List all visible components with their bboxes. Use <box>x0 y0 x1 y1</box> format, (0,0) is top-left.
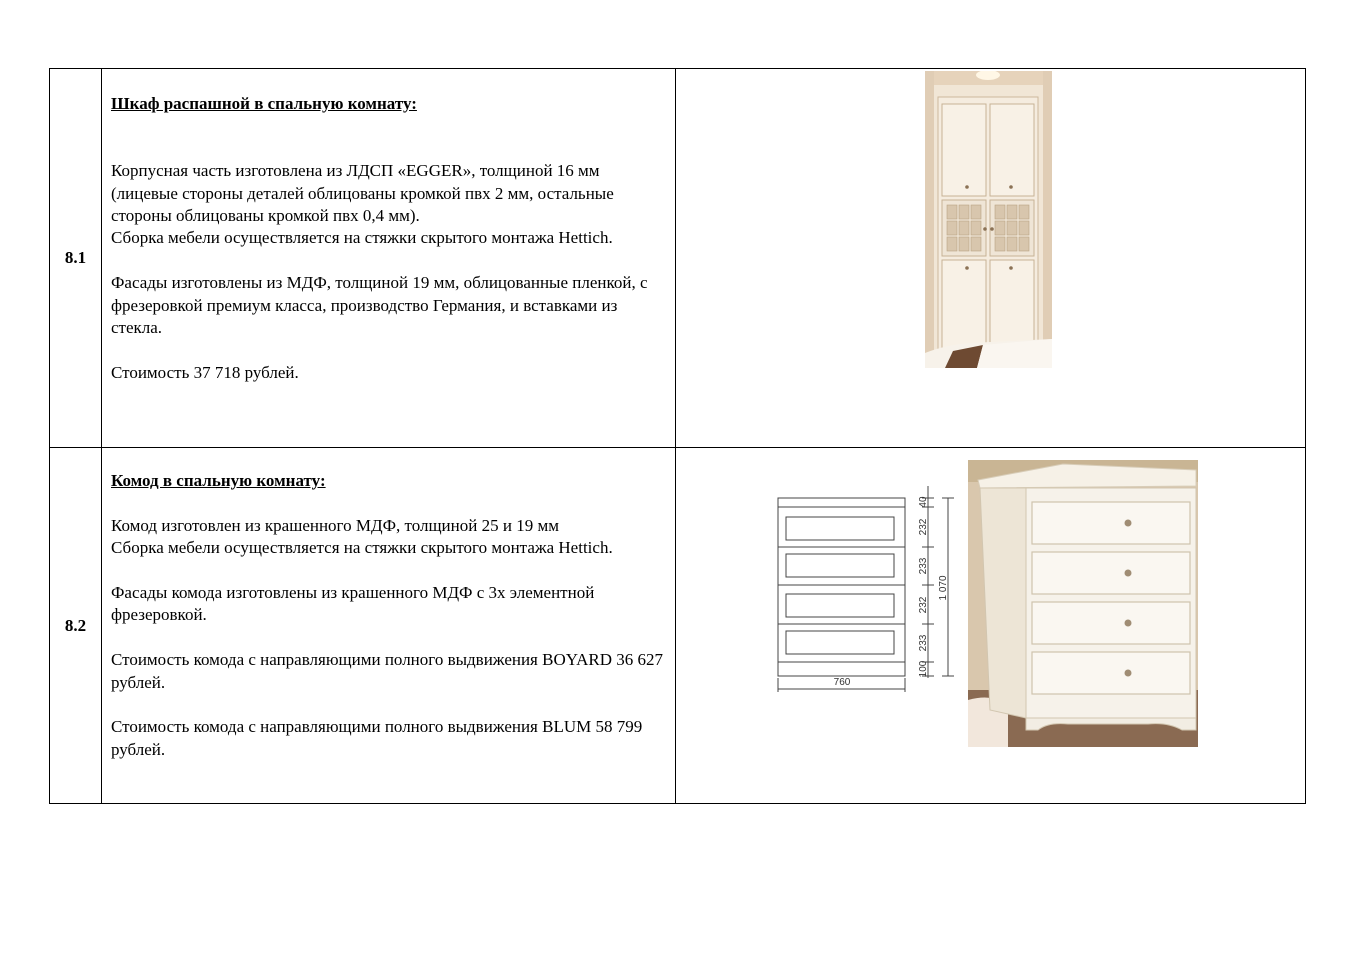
dimension-label: 233 <box>918 557 929 575</box>
row-number: 8.1 <box>50 69 102 448</box>
total-height-label: 1 070 <box>938 575 949 601</box>
row-description <box>102 448 676 804</box>
dresser-photo <box>968 460 1198 747</box>
dimension-label: 100 <box>918 660 929 678</box>
dimension-label: 40 <box>918 496 929 508</box>
row-image-cell <box>676 69 1306 448</box>
row-description <box>102 69 676 448</box>
price-text: Стоимость 37 718 рублей. <box>111 362 299 382</box>
item-title: Комод в спальную комнату: <box>111 471 326 490</box>
paragraph: Сборка мебели осуществляется на стяжки скрытого монтажа Hettich. <box>111 538 613 558</box>
paragraph: Фасады изготовлены из МДФ, толщиной 19 мм, облицованные пленкой, с фрезеровкой премиум класса, производство Германия, и вставками из стекла. <box>111 273 648 338</box>
dimension-label: 232 <box>918 518 929 536</box>
paragraph: Корпусная часть изготовлена из ЛДСП «EGGER», толщиной 16 мм (лицевые стороны деталей облицованы кромкой пвх 2 мм, остальные стороны облицованы кромкой пвх 0,4 мм). <box>111 161 614 226</box>
table-row <box>50 448 1306 804</box>
row-image-cell <box>676 448 1306 804</box>
width-label: 760 <box>833 677 851 688</box>
specification-table <box>49 68 1306 804</box>
item-title: Шкаф распашной в спальную комнату: <box>111 94 417 113</box>
paragraph: Комод изготовлен из крашенного МДФ, толщиной 25 и 19 мм <box>111 515 559 535</box>
dimension-label: 232 <box>918 596 929 614</box>
dresser-technical-drawing <box>776 478 966 703</box>
price-text: Стоимость комода с направляющими полного выдвижения BLUM 58 799 рублей. <box>111 717 643 759</box>
paragraph: Фасады комода изготовлены из крашенного МДФ с 3х элементной фрезеровкой. <box>111 583 595 625</box>
price-text: Стоимость комода с направляющими полного выдвижения BOYARD 36 627 рублей. <box>111 650 664 692</box>
dimension-label: 233 <box>918 634 929 652</box>
wardrobe-photo <box>925 71 1052 368</box>
table-row <box>50 69 1306 448</box>
paragraph: Сборка мебели осуществляется на стяжки скрытого монтажа Hettich. <box>111 228 613 248</box>
row-number: 8.2 <box>50 448 102 804</box>
